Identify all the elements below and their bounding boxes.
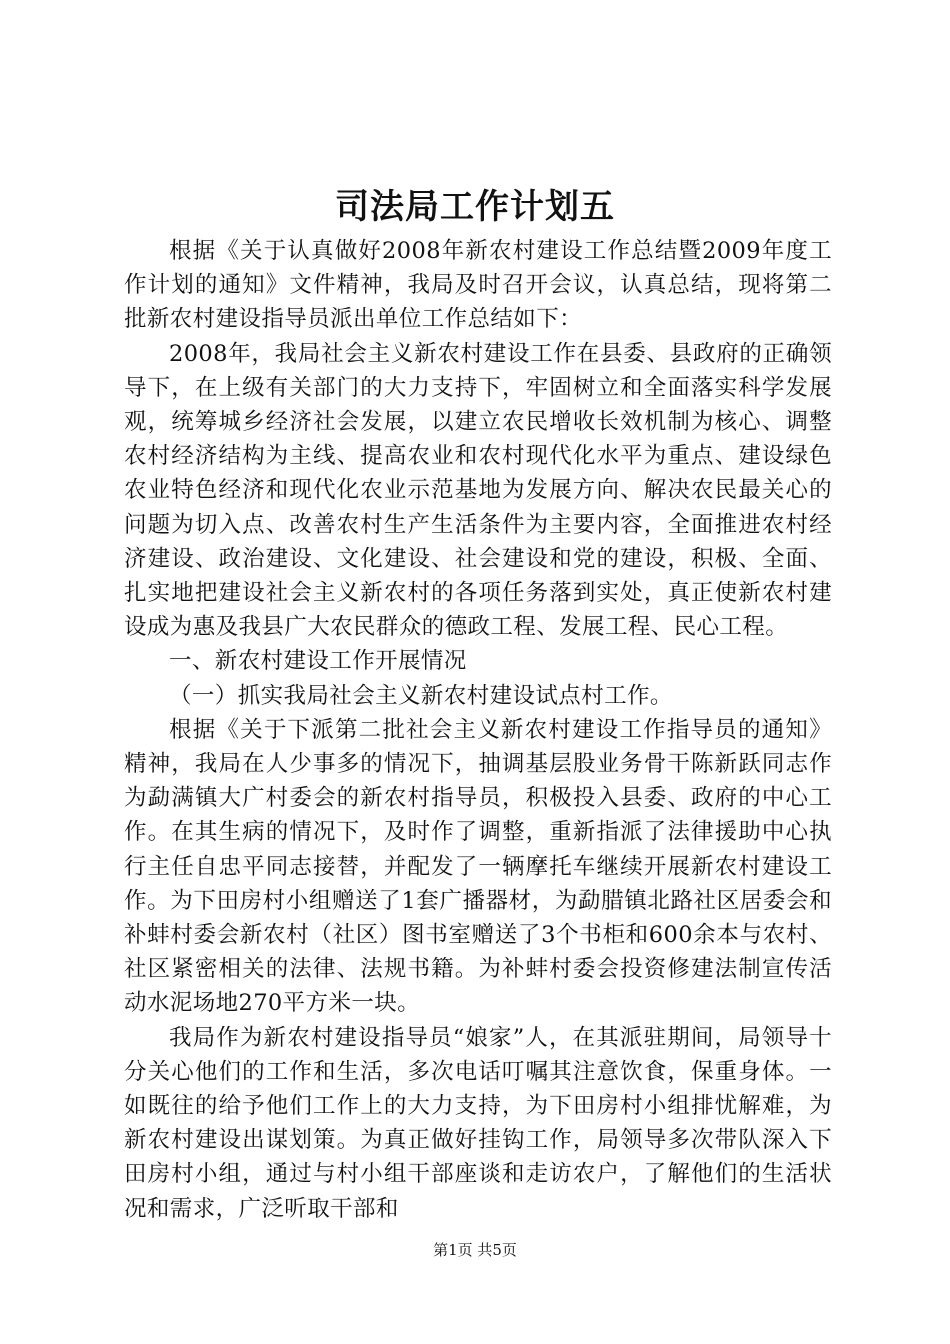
paragraph-pilot-village: 根据《关于下派第二批社会主义新农村建设工作指导员的通知》精神，我局在人少事多的情况下，抽调基层股业务骨干陈新跃同志作为勐满镇大广村委会的新农村指导员，积极投入县委、政府的中心工作。在其生病的情况下，及时作了调整，重新指派了法律援助中心执行主任自忠平同志接替，并配发了一辆摩托车继续开展新农村建设工作。为下田房村小组赠送了1套广播器材，为勐腊镇北路社区居委会和补蚌村委会新农村（社区）图书室赠送了3个书柜和600余本与农村、社区紧密相关的法律、法规书籍。为补蚌村委会投资修建法制宣传活动水泥场地270平方米一块。	[124, 716, 832, 1017]
paragraph-support: 我局作为新农村建设指导员“娘家”人，在其派驻期间，局领导十分关心他们的工作和生活，多次电话叮嘱其注意饮食，保重身体。一如既往的给予他们工作上的大力支持，为下田房村小组排忧解难，为新农村建设出谋划策。为真正做好挂钩工作，局领导多次带队深入下田房村小组，通过与村小组干部座谈和走访农户，了解他们的生活状况和需求，广泛听取干部和	[124, 1024, 832, 1222]
paragraph-intro: 根据《关于认真做好2008年新农村建设工作总结暨2009年度工作计划的通知》文件精神，我局及时召开会议，认真总结，现将第二批新农村建设指导员派出单位工作总结如下：	[124, 238, 832, 333]
paragraph-2008-overview: 2008年，我局社会主义新农村建设工作在县委、县政府的正确领导下，在上级有关部门的大力支持下，牢固树立和全面落实科学发展观，统筹城乡经济社会发展，以建立农民增收长效机制为核心、调整农村经济结构为主线、提高农业和农村现代化水平为重点、建设绿色农业特色经济和现代化农业示范基地为发展方向、解决农民最关心的问题为切入点、改善农村生产生活条件为主要内容，全面推进农村经济建设、政治建设、文化建设、社会建设和党的建设，积极、全面、扎实地把建设社会主义新农村的各项任务落到实处，真正使新农村建设成为惠及我县广大农民群众的德政工程、发展工程、民心工程。	[124, 340, 832, 641]
document-body	[124, 234, 832, 1226]
document-title: 司法局工作计划五	[335, 187, 615, 227]
subsection-heading-1: （一）抓实我局社会主义新农村建设试点村工作。	[169, 682, 673, 709]
page-footer: 第1页 共5页	[433, 1241, 517, 1259]
section-heading-1: 一、新农村建设工作开展情况	[169, 648, 467, 675]
